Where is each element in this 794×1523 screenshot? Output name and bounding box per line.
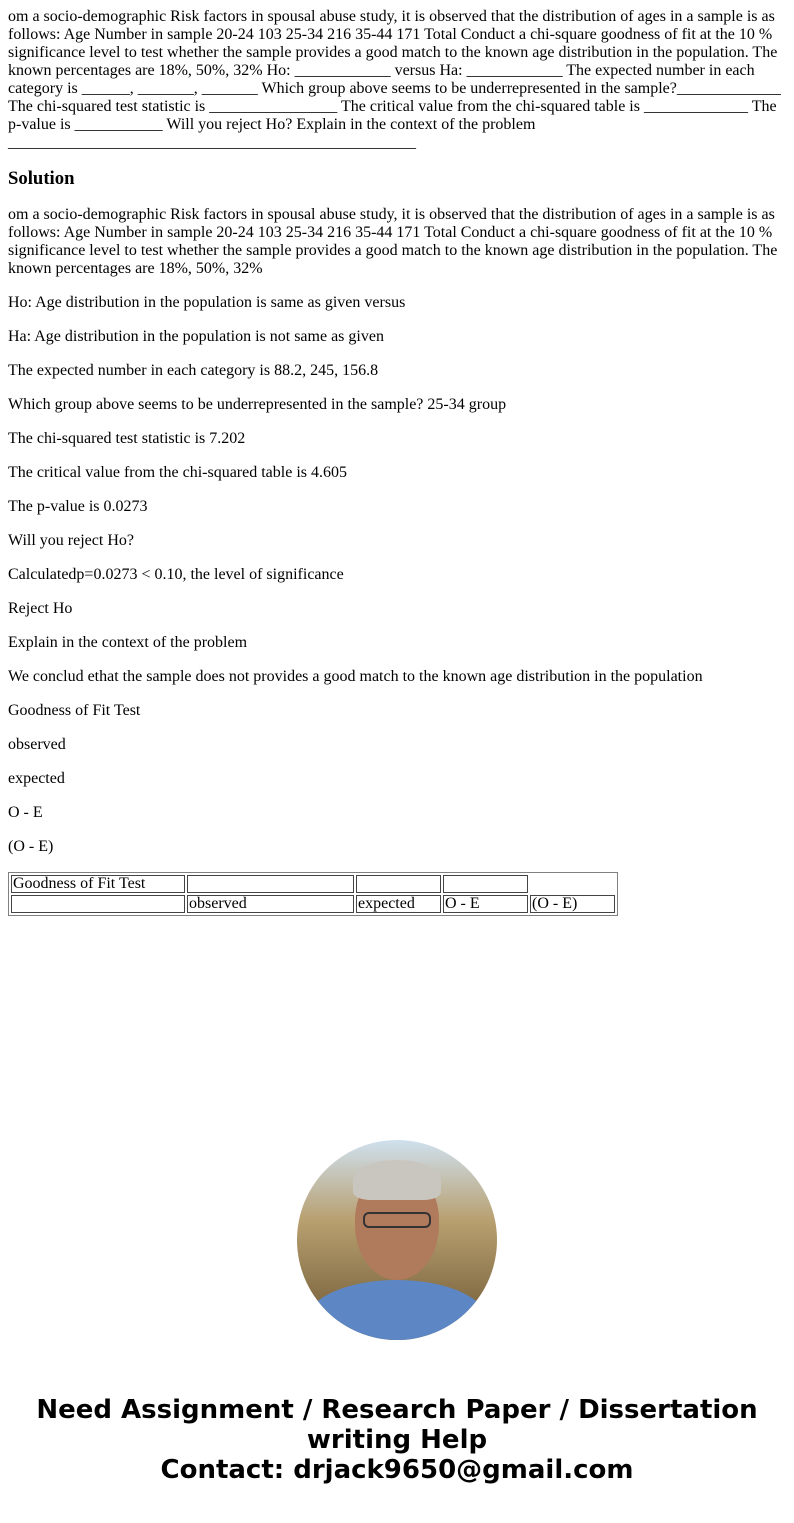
avatar-glasses bbox=[363, 1212, 431, 1228]
label-o-minus-e-paren: (O - E) bbox=[8, 838, 54, 855]
decision: Reject Ho bbox=[8, 600, 73, 617]
footer-line-contact: Contact: drjack9650@gmail.com bbox=[160, 1455, 634, 1485]
avatar-container bbox=[8, 1140, 786, 1345]
table-cell-empty bbox=[530, 875, 615, 893]
table-row bbox=[11, 895, 615, 913]
avatar-shirt bbox=[307, 1280, 487, 1340]
test-statistic: The chi-squared test statistic is 7.202 bbox=[8, 430, 246, 447]
table-cell: expected bbox=[356, 895, 441, 913]
solution-paragraph: om a socio-demographic Risk factors in spousal abuse study, it is observed that the distribution of ages in a sample is as follows: Age Number in sample 20-24 103 25-34 216 35-44 171 Total Conduct a chi-square goodness of fit at the 10 % significance level to test whether the sample provides a good match to the known age distribution in the population. The known percentages are 18%, 50%, 32% bbox=[8, 206, 778, 277]
solution-heading: Solution bbox=[8, 168, 75, 189]
null-hypothesis: Ho: Age distribution in the population is same as given versus bbox=[8, 294, 406, 311]
conclusion: We conclud ethat the sample does not provides a good match to the known age distribution in the population bbox=[8, 668, 703, 685]
label-expected: expected bbox=[8, 770, 65, 787]
expected-counts: The expected number in each category is 88.2, 245, 156.8 bbox=[8, 362, 379, 379]
alt-hypothesis: Ha: Age distribution in the population is not same as given bbox=[8, 328, 384, 345]
table-cell: Goodness of Fit Test bbox=[11, 875, 185, 893]
p-value: The p-value is 0.0273 bbox=[8, 498, 148, 515]
footer-line-help: Need Assignment / Research Paper / Dissertation writing Help bbox=[36, 1395, 758, 1455]
avatar-hair bbox=[353, 1160, 441, 1200]
table-cell bbox=[356, 875, 441, 893]
goodness-of-fit-table bbox=[8, 872, 618, 916]
table-cell: observed bbox=[187, 895, 354, 913]
question-body: om a socio-demographic Risk factors in spousal abuse study, it is observed that the distribution of ages in a sample is as follows: Age Number in sample 20-24 103 25-34 216 35-44 171 Total Conduct a chi-square goodness of fit at the 10 % significance level to test whether the sample provides a good match to the known age distribution in the population. The known percentages are 18%, 50%, 32% Ho: ____________ versus Ha: ____________ The expected number in each category is ______, _______, _______ Which group above seems to be underrepresented in the sample?_____________ The chi-squared test statistic is ________________ The critical value from the chi-squared table is _____________ The p-value is ___________ Will you reject Ho? Explain in the context of the problem bbox=[8, 8, 781, 133]
underrepresented-group: Which group above seems to be underrepresented in the sample? 25-34 group bbox=[8, 396, 507, 413]
table-caption: Goodness of Fit Test bbox=[8, 702, 141, 719]
footer-ad bbox=[8, 1395, 786, 1485]
avatar bbox=[297, 1140, 497, 1340]
solution-body bbox=[8, 206, 786, 856]
table-cell: O - E bbox=[443, 895, 528, 913]
answer-blank-line: ___________________________________________________ bbox=[8, 134, 416, 151]
label-observed: observed bbox=[8, 736, 66, 753]
comparison: Calculatedp=0.0273 < 0.10, the level of significance bbox=[8, 566, 344, 583]
table-cell bbox=[11, 895, 185, 913]
table-cell bbox=[187, 875, 354, 893]
question-text bbox=[8, 8, 786, 152]
critical-value: The critical value from the chi-squared table is 4.605 bbox=[8, 464, 347, 481]
reject-question: Will you reject Ho? bbox=[8, 532, 134, 549]
table-cell: (O - E) bbox=[530, 895, 615, 913]
explain-label: Explain in the context of the problem bbox=[8, 634, 248, 651]
table-cell bbox=[443, 875, 528, 893]
table-row bbox=[11, 875, 615, 893]
label-o-minus-e: O - E bbox=[8, 804, 43, 821]
